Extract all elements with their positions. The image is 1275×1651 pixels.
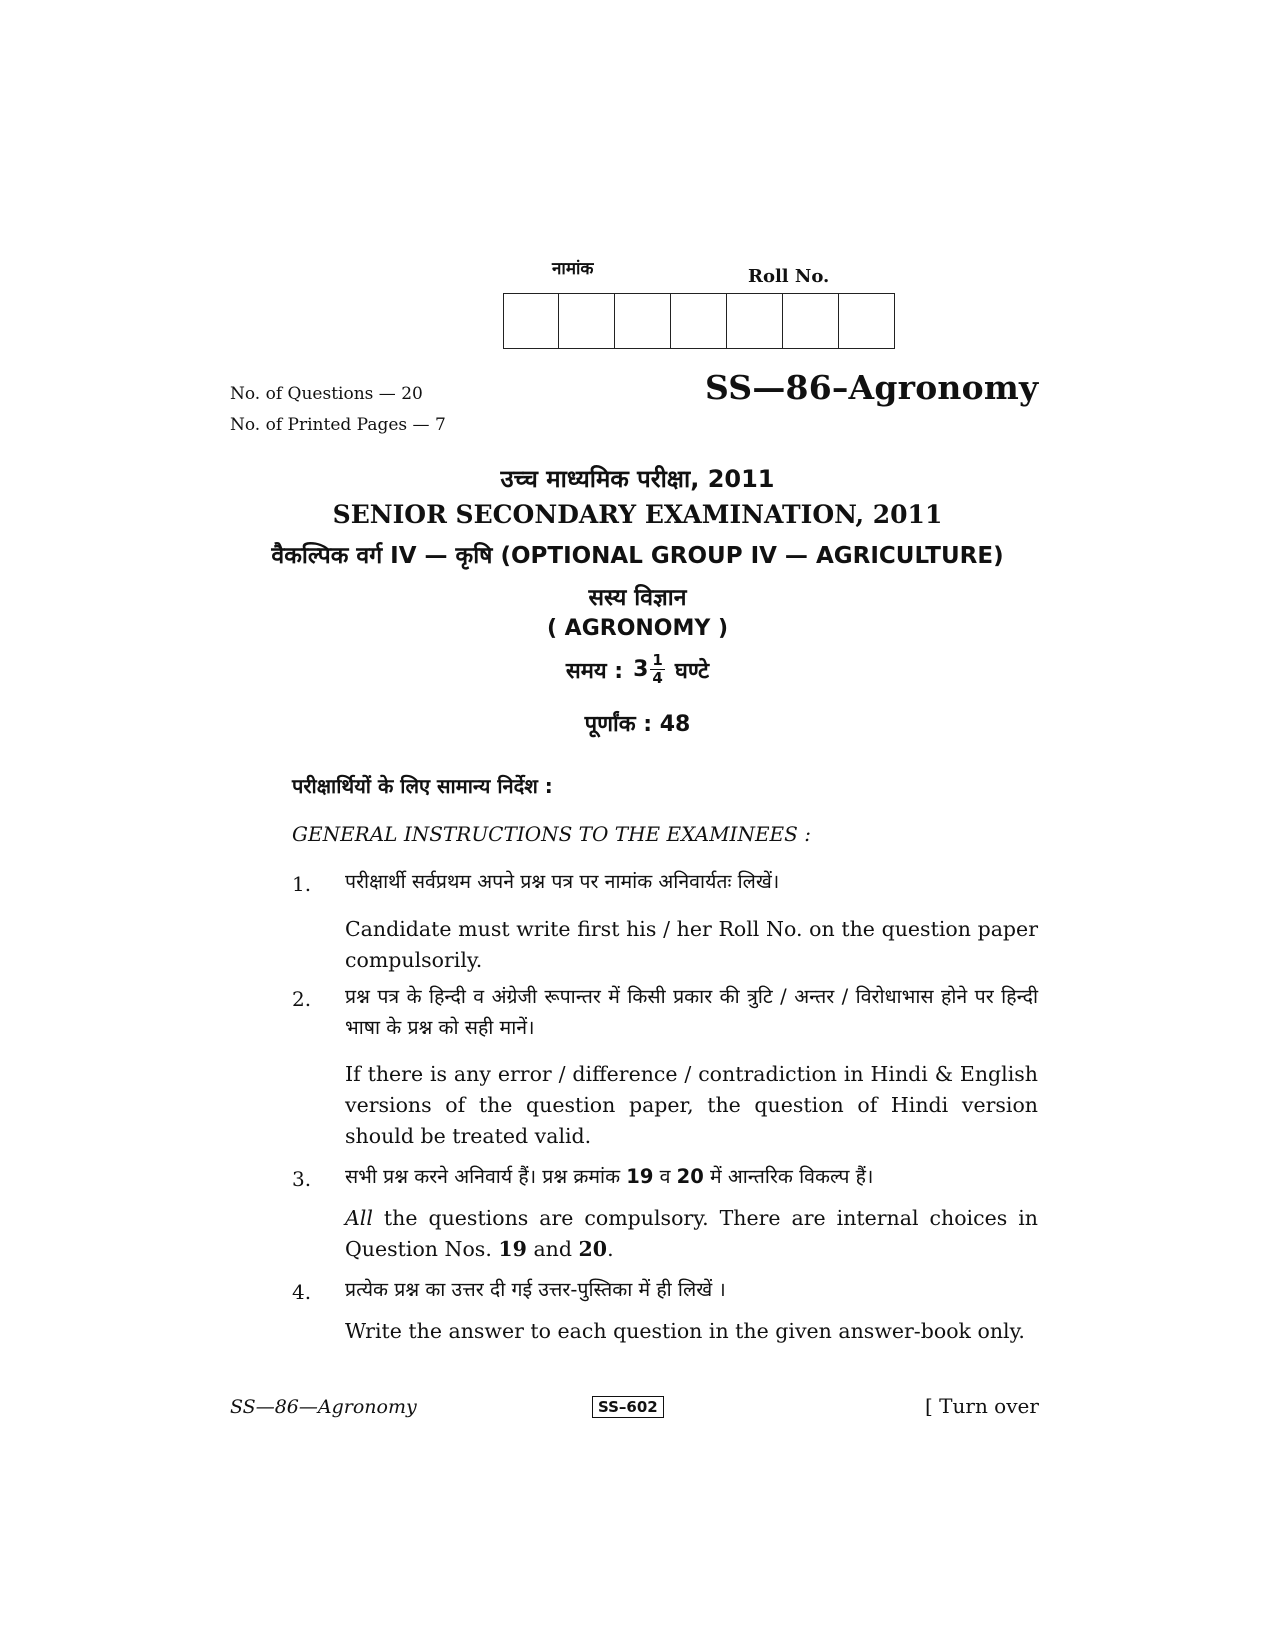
exam-title-hindi: उच्च माध्यमिक परीक्षा, 2011	[500, 465, 775, 493]
instruction-text-part: व	[659, 1165, 671, 1188]
time-unit: घण्टे	[674, 658, 710, 684]
instruction-number: 4.	[292, 1280, 312, 1304]
instruction-text-part: में आन्तरिक विकल्प हैं।	[710, 1165, 874, 1188]
roll-number-label-hindi: नामांक	[552, 259, 594, 279]
turn-over-note: [ Turn over	[925, 1394, 1039, 1418]
exam-duration	[0, 652, 1275, 687]
roll-number-label: Roll No.	[748, 266, 830, 287]
subject-title: ( AGRONOMY )	[546, 616, 729, 641]
instructions-heading-hindi: परीक्षार्थियों के लिए सामान्य निर्देश :	[292, 774, 553, 798]
instruction-number: 1.	[292, 872, 312, 896]
optional-group-title: वैकल्पिक वर्ग IV — कृषि (OPTIONAL GROUP IV — AGRICULTURE)	[271, 543, 1004, 569]
instruction-text-hindi: परीक्षार्थी सर्वप्रथम अपने प्रश्न पत्र पर नामांक अनिवार्यतः लिखें।	[345, 870, 780, 893]
footer-paper-code: SS—86—Agronomy	[230, 1396, 417, 1418]
roll-digit-box[interactable]	[559, 293, 615, 349]
exam-title: SENIOR SECONDARY EXAMINATION, 2011	[332, 500, 943, 529]
instruction-text-part: the questions are compulsory. There are internal choices in Question Nos.	[345, 1206, 1038, 1261]
instruction-text-hindi: प्रत्येक प्रश्न का उत्तर दी गई उत्तर-पुस्तिका में ही लिखें ।	[345, 1278, 726, 1301]
roll-number-boxes	[503, 293, 895, 349]
instruction-text-hindi: प्रश्न पत्र के हिन्दी व अंग्रेजी रूपान्तर में किसी प्रकार की त्रुटि / अन्तर / विरोधाभास होने पर हिन्दी भाषा के प्रश्न को सही मानें।	[345, 985, 1038, 1039]
instruction-text-part: and	[533, 1237, 572, 1261]
roll-digit-box[interactable]	[671, 293, 727, 349]
number-of-printed-pages: No. of Printed Pages — 7	[230, 415, 446, 435]
instruction-text-part: .	[607, 1237, 614, 1261]
question-number-ref: 20	[676, 1165, 704, 1188]
instruction-text-hindi	[345, 1161, 1038, 1192]
time-fraction-denominator: 4	[652, 669, 663, 687]
footer-series-code: SS–602	[592, 1396, 664, 1418]
time-label: समय :	[565, 658, 624, 684]
question-number-ref: 19	[626, 1165, 654, 1188]
instruction-text-part: सभी प्रश्न करने अनिवार्य हैं। प्रश्न क्रमांक	[345, 1165, 621, 1188]
instruction-text: If there is any error / difference / contradiction in Hindi & English versions of the question paper, the question of Hindi version should be treated valid.	[345, 1062, 1038, 1148]
question-number-ref: 20	[578, 1237, 608, 1261]
instruction-number: 3.	[292, 1167, 312, 1191]
instructions-heading: GENERAL INSTRUCTIONS TO THE EXAMINEES :	[292, 822, 811, 846]
instruction-text	[345, 1203, 1038, 1265]
time-value	[633, 652, 665, 687]
instruction-text: Candidate must write first his / her Roll No. on the question paper compulsorily.	[345, 917, 1038, 972]
number-of-questions: No. of Questions — 20	[230, 384, 423, 404]
subject-title-hindi: सस्य विज्ञान	[588, 585, 687, 611]
time-fraction-numerator: 1	[652, 651, 663, 669]
question-number-ref: 19	[498, 1237, 527, 1261]
time-whole: 3	[633, 657, 649, 682]
instruction-number: 2.	[292, 987, 312, 1011]
paper-code: SS—86–Agronomy	[705, 368, 1039, 407]
roll-digit-box[interactable]	[615, 293, 671, 349]
roll-digit-box[interactable]	[783, 293, 839, 349]
instruction-emphasis: All	[345, 1206, 373, 1230]
instruction-text: Write the answer to each question in the given answer-book only.	[345, 1319, 1025, 1343]
roll-digit-box[interactable]	[839, 293, 895, 349]
maximum-marks: पूर्णांक : 48	[584, 712, 691, 737]
time-fraction	[650, 652, 664, 687]
roll-digit-box[interactable]	[503, 293, 559, 349]
roll-digit-box[interactable]	[727, 293, 783, 349]
